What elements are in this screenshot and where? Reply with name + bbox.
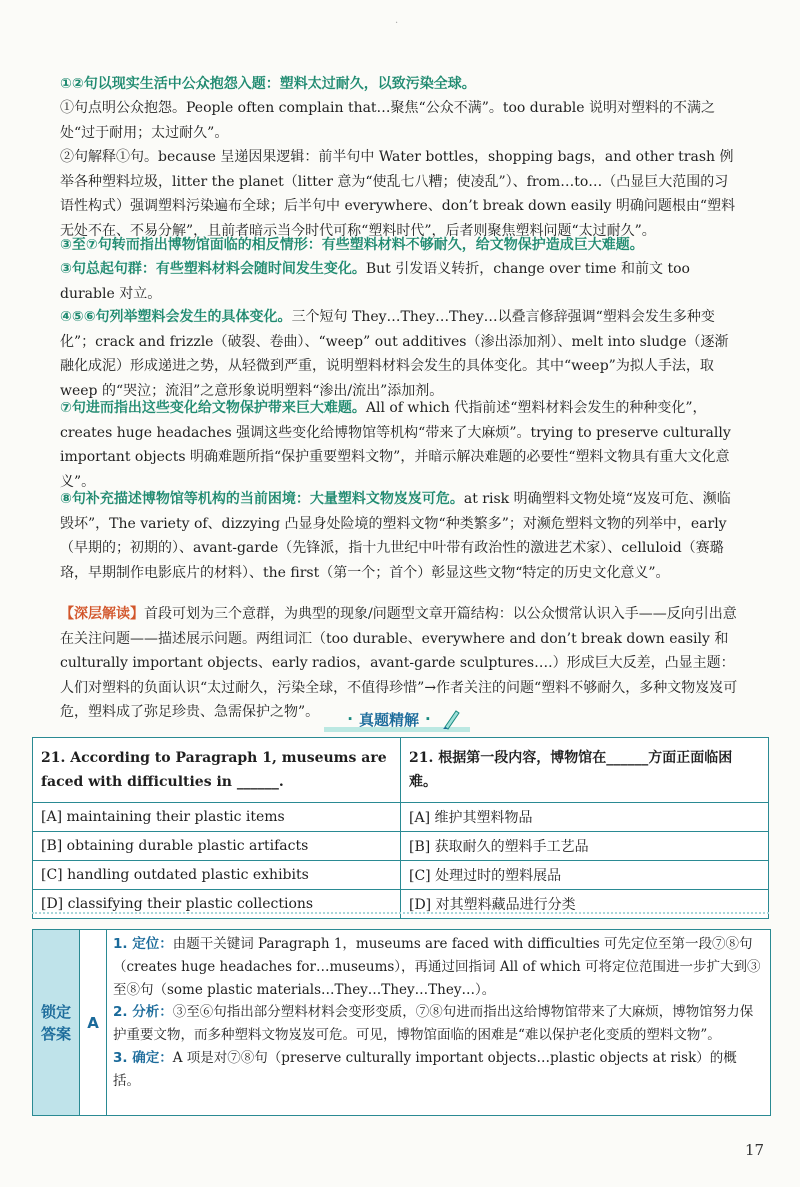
option-row <box>33 832 769 861</box>
question-row <box>33 738 769 803</box>
answer-explanation <box>113 933 763 1093</box>
question-en: 21. According to Paragraph 1, museums are faced with difficulties in ______. <box>33 738 401 803</box>
option-c-en: [C] handling outdated plastic exhibits <box>33 861 401 890</box>
option-b-en: [B] obtaining durable plastic artifacts <box>33 832 401 861</box>
paragraph-3: ②句解释①句。because 呈递因果逻辑：前半句中 Water bottles，shopping bags，and other trash 例举各种塑料垃圾，litter the planet（litter 意为“使乱七八糟；使凌乱”）、from…to…（凸显巨大范围的习语性构式）强调塑料污染遍布全球；后半句中 everywhere、don’t break down easily 明确问题根由“塑料无处不在、不易分解”，且前者暗示当今时代可称“塑料时代”，后者则聚焦塑料问题“太过耐久”。 <box>60 149 736 239</box>
divider <box>32 912 769 914</box>
section-title: · 真题精解 · <box>306 706 496 732</box>
paragraph-6: ④⑤⑥句列举塑料会发生的具体变化。三个短句 They…They…They…以叠言修辞强调“塑料会发生多种变化”；crack and frizzle（破裂、卷曲）、“weep” out additives（渗出添加剂）、melt into sludge（逐渐融化成泥）形成递进之势，从轻微到严重，说明塑料材料会发生的具体变化。其中“weep”为拟人手法，取 weep 的“哭泣；流泪”之意形象说明塑料“渗出/流出”添加剂。 <box>60 309 729 399</box>
answer-step: 3. 确定：A 项是对⑦⑧句（preserve culturally important objects…plastic objects at risk）的概括。 <box>113 1049 737 1089</box>
paragraph-7: ⑦句进而指出这些变化给文物保护带来巨大难题。All of which 代指前述“塑料材料会发生的种种变化”，creates huge headaches 强调这些变化给博物馆等机构“带来了大麻烦”。trying to preserve culturally important objects 明确难题所指“保护重要塑料文物”，并暗示解决难题的必要性“塑料文物具有重大文化意义”。 <box>60 400 731 490</box>
answer-step: 2. 分析：③至⑥句指出部分塑料材料会变形变质，⑦⑧句进而指出这给博物馆带来了大麻烦，博物馆努力保护重要文物，而多种塑料文物岌岌可危。可见，博物馆面临的困难是“难以保护老化变质的塑料文物”。 <box>113 1004 754 1044</box>
pen-icon <box>441 708 461 730</box>
question-zh: 21. 根据第一段内容，博物馆在______方面正面临困难。 <box>401 738 769 803</box>
option-c-zh: [C] 处理过时的塑料展品 <box>401 861 769 890</box>
option-row <box>33 890 769 919</box>
option-row <box>33 861 769 890</box>
page-number: 17 <box>745 1141 765 1159</box>
top-mark: · <box>395 18 399 29</box>
option-a-zh: [A] 维护其塑料物品 <box>401 803 769 832</box>
answer-label: 锁定 答案 <box>33 930 79 1115</box>
answer-letter: A <box>79 930 107 1115</box>
option-row <box>33 803 769 832</box>
answer-step: 1. 定位：由题干关键词 Paragraph 1，museums are faced with difficulties 可先定位至第一段⑦⑧句（creates huge headaches for…museums），再通过回指词 All of which 可将定位范围进一步扩大到③至⑧句（some plastic materials…They…They…They…）。 <box>113 936 761 998</box>
paragraph-5: ③句总起句群：有些塑料材料会随时间发生变化。But 引发语义转折，change over time 和前文 too durable 对立。 <box>60 261 690 302</box>
question-table <box>32 737 769 919</box>
paragraph-deep-reading: 【深层解读】首段可划为三个意群，为典型的现象/问题型文章开篇结构：以公众惯常认识入手——反向引出意在关注问题——描述展示问题。两组词汇（too durable、everywhere and don’t break down easily 和 culturally important objects、early radios，avant-garde sculptures….）形成巨大反差，凸显主题：人们对塑料的负面认识“太过耐久，污染全球，不值得珍惜”→作者关注的问题“塑料不够耐久，多种文物岌岌可危，塑料成了弥足珍贵、急需保护之物”。 <box>60 606 738 720</box>
option-b-zh: [B] 获取耐久的塑料手工艺品 <box>401 832 769 861</box>
paragraph-1: ①②句以现实生活中公众抱怨入题：塑料太过耐久，以致污染全球。 <box>60 76 476 92</box>
option-d-zh: [D] 对其塑料藏品进行分类 <box>401 890 769 919</box>
paragraph-4: ③至⑦句转而指出博物馆面临的相反情形：有些塑料材料不够耐久，给文物保护造成巨大难题。 <box>60 237 644 253</box>
paragraph-2: ①句点明公众抱怨。People often complain that…聚焦“公众不满”。too durable 说明对塑料的不满之处“过于耐用；太过耐久”。 <box>60 100 715 141</box>
paragraph-8: ⑧句补充描述博物馆等机构的当前困境：大量塑料文物岌岌可危。at risk 明确塑料文物处境“岌岌可危、濒临毁坏”，The variety of、dizzying 凸显身处险境的塑料文物“种类繁多”；对濒危塑料文物的列举中，early（早期的；初期的）、avant-garde（先锋派，指十九世纪中叶带有政治性的激进艺术家）、celluloid（赛璐珞，早期制作电影底片的材料）、the first（第一个；首个）彰显这些文物“特定的历史文化意义”。 <box>60 491 731 581</box>
option-a-en: [A] maintaining their plastic items <box>33 803 401 832</box>
answer-box <box>32 929 771 1116</box>
option-d-en: [D] classifying their plastic collections <box>33 890 401 919</box>
